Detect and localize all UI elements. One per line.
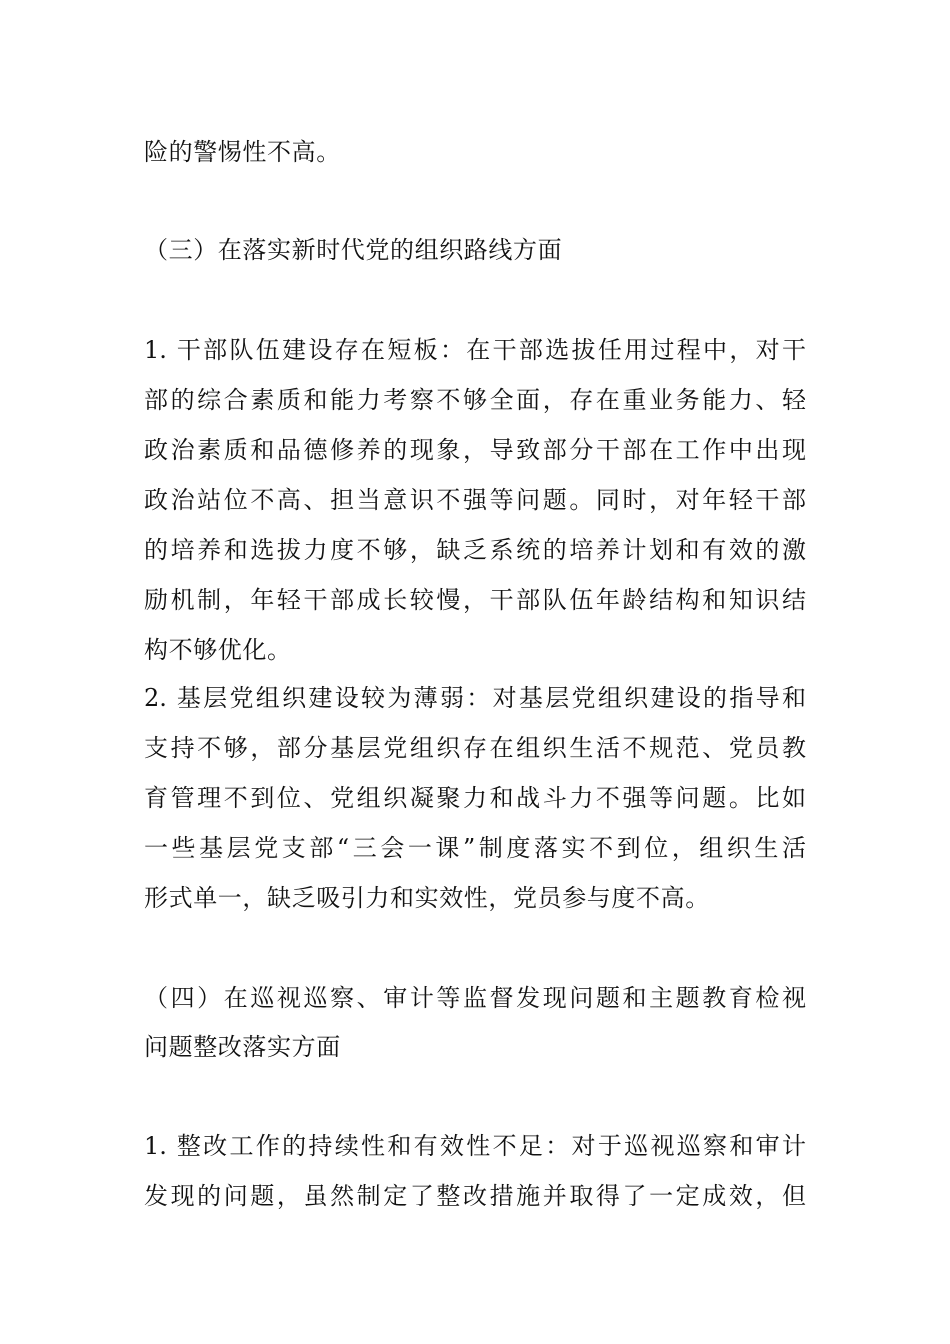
section-3-heading: （三）在落实新时代党的组织路线方面 [144, 236, 563, 264]
paragraph-line: 部的综合素质和能力考察不够全面，存在重业务能力、轻 [144, 386, 806, 414]
paragraph-line: 构不够优化。 [144, 636, 292, 664]
paragraph-line: 政治素质和品德修养的现象，导致部分干部在工作中出现 [144, 436, 806, 464]
continuation-line: 险的警惕性不高。 [144, 138, 341, 166]
paragraph-line: 的培养和选拔力度不够，缺乏系统的培养计划和有效的激 [144, 536, 806, 564]
paragraph-line: 1. 整改工作的持续性和有效性不足：对于巡视巡察和审计 [144, 1132, 806, 1160]
paragraph-line: 一些基层党支部“三会一课”制度落实不到位，组织生活 [144, 834, 806, 862]
heading-line: （四）在巡视巡察、审计等监督发现问题和主题教育检视 [144, 984, 806, 1012]
paragraph-line: 励机制，年轻干部成长较慢，干部队伍年龄结构和知识结 [144, 586, 806, 614]
heading-line: 问题整改落实方面 [144, 1033, 341, 1061]
paragraph-line: 发现的问题，虽然制定了整改措施并取得了一定成效，但 [144, 1182, 806, 1210]
paragraph-line: 1. 干部队伍建设存在短板：在干部选拔任用过程中，对干 [144, 336, 806, 364]
paragraph-line: 育管理不到位、党组织凝聚力和战斗力不强等问题。比如 [144, 784, 806, 812]
paragraph-line: 2. 基层党组织建设较为薄弱：对基层党组织建设的指导和 [144, 684, 806, 712]
paragraph-line: 形式单一，缺乏吸引力和实效性，党员参与度不高。 [144, 884, 710, 912]
paragraph-line: 政治站位不高、担当意识不强等问题。同时，对年轻干部 [144, 486, 806, 514]
paragraph-line: 支持不够，部分基层党组织存在组织生活不规范、党员教 [144, 734, 806, 762]
